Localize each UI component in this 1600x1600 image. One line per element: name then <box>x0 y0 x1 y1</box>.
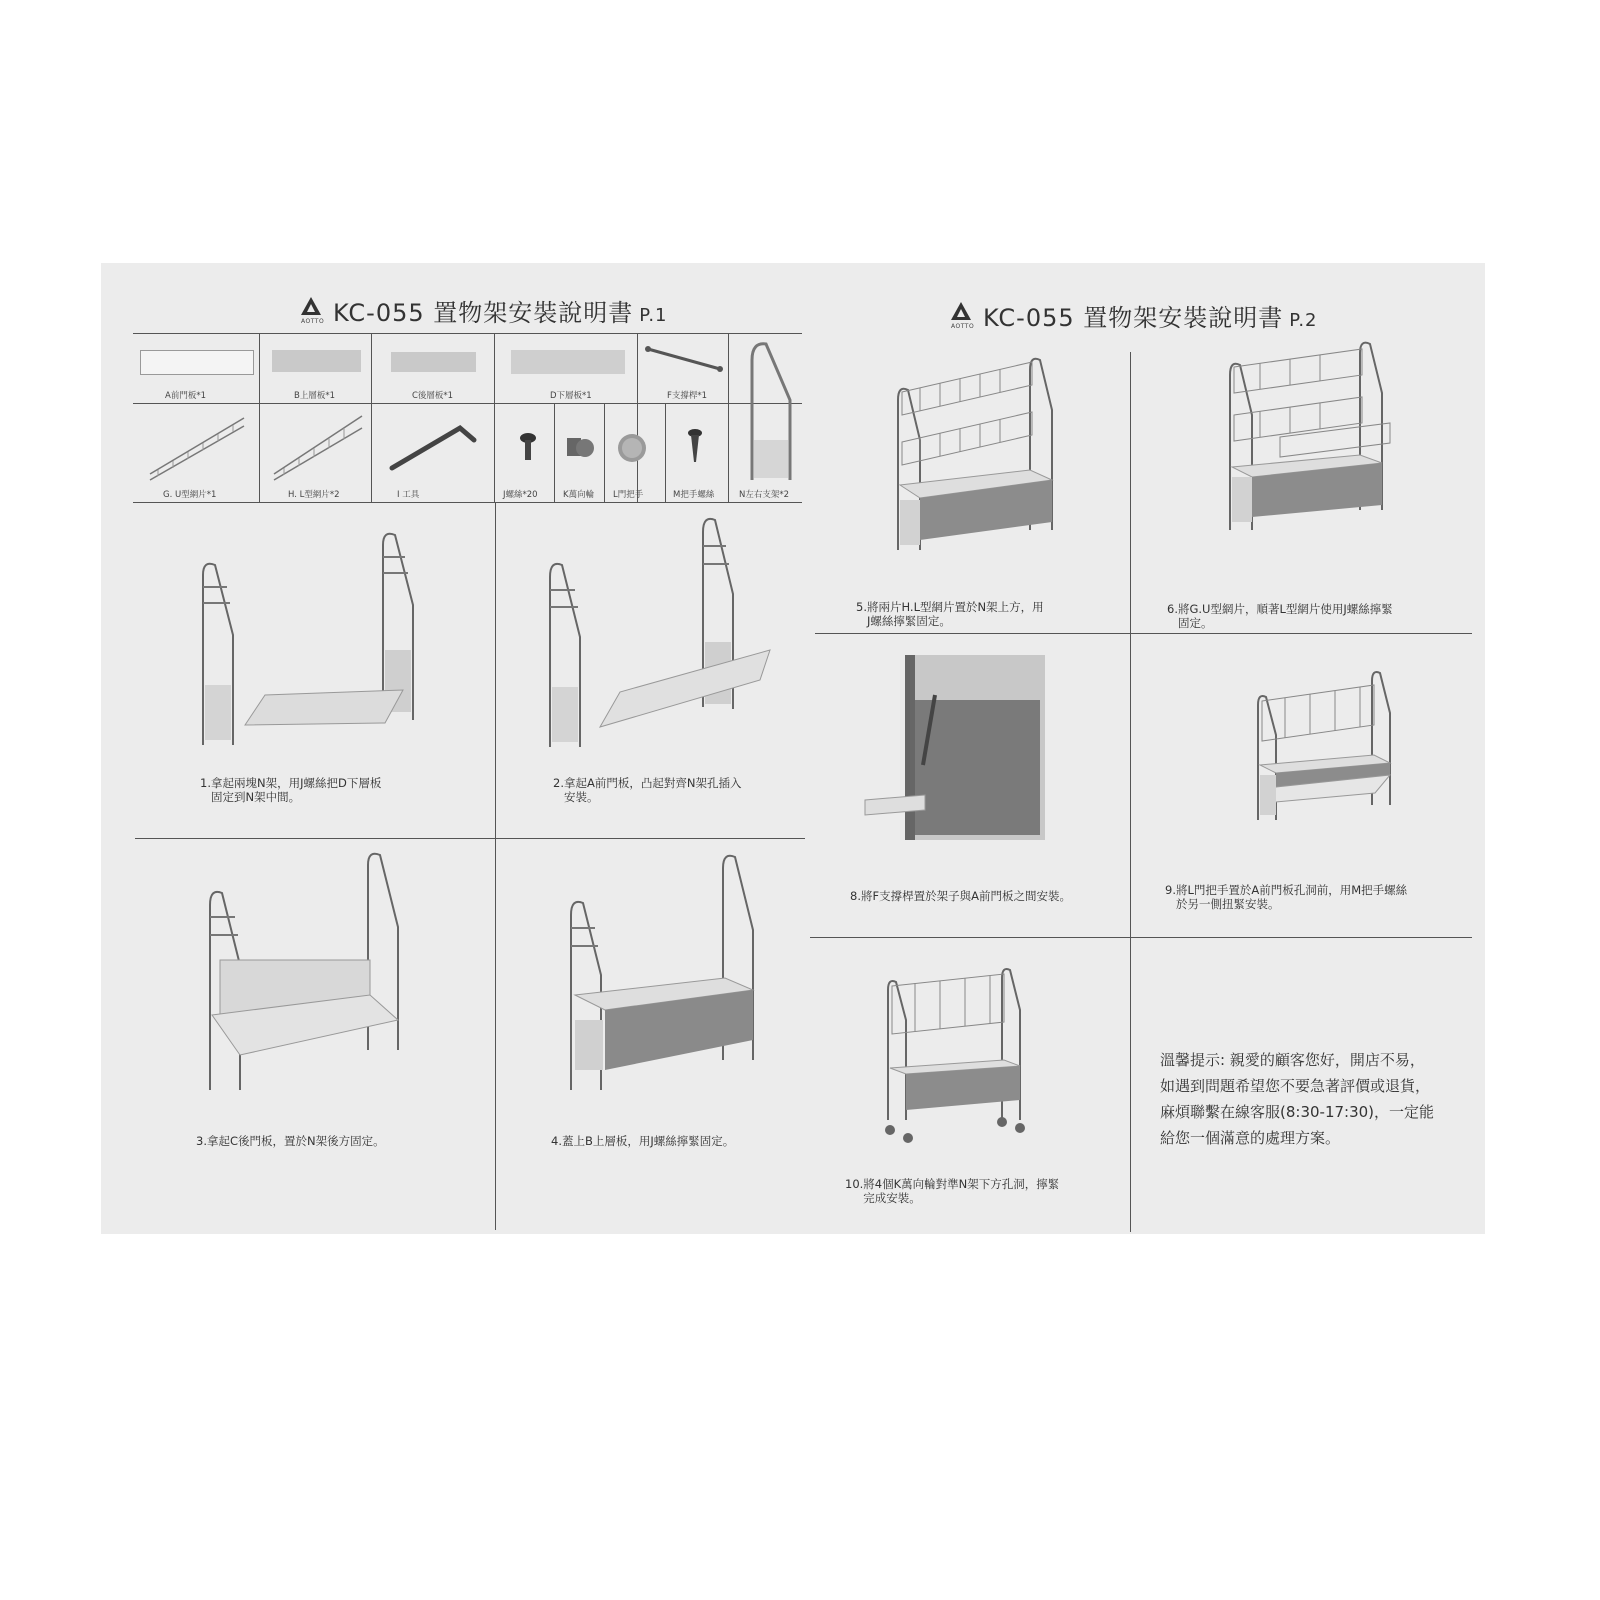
page1-number: P.1 <box>639 305 668 326</box>
step3-illustration <box>200 855 420 1095</box>
part-label: M把手螺絲 <box>673 490 715 500</box>
part-label: F支撐桿*1 <box>667 391 708 401</box>
part-h-l-mesh <box>272 412 364 482</box>
step10-illustration <box>880 960 1030 1150</box>
part-b-upper-shelf <box>272 350 361 372</box>
part-label: B上層板*1 <box>294 391 335 401</box>
step5-text: 5.將兩片H.L型網片置於N架上方，用 J螺絲擰緊固定。 <box>856 600 1044 628</box>
page2-number: P.2 <box>1289 310 1318 331</box>
part-label: K萬向輪 <box>563 490 595 500</box>
part-a-front-panel <box>140 350 254 375</box>
part-label: N左右支架*2 <box>739 490 790 500</box>
parts-table-divider <box>494 333 495 502</box>
page2-grid-divider <box>815 633 1472 634</box>
part-label: H. L型網片*2 <box>288 490 340 500</box>
parts-table-bottom-border <box>133 502 802 503</box>
brand-name: AOTTO <box>951 323 975 330</box>
step9-text: 9.將L門把手置於A前門板孔洞前，用M把手螺絲 於另一側扭緊安裝。 <box>1165 883 1408 911</box>
parts-table-divider <box>728 333 729 502</box>
page2-grid-divider <box>1130 352 1131 1232</box>
brand-name: AOTTO <box>301 318 325 325</box>
part-label: A前門板*1 <box>165 391 206 401</box>
part-d-lower-shelf <box>511 350 625 374</box>
page2-title <box>983 298 1318 333</box>
page2-title-text: KC-055 置物架安裝說明書 <box>983 304 1284 332</box>
part-k-caster-icon <box>565 432 595 462</box>
parts-table-divider <box>371 333 372 502</box>
step4-text: 4.蓋上B上層板，用J螺絲擰緊固定。 <box>551 1134 735 1148</box>
step4-illustration <box>565 860 765 1095</box>
step6-text: 6.將G.U型網片，順著L型網片使用J螺絲擰緊 固定。 <box>1167 602 1393 630</box>
step8-text: 8.將F支撐桿置於架子與A前門板之間安裝。 <box>850 889 1071 903</box>
part-n-side-frame <box>748 340 794 485</box>
customer-tip-text: 溫馨提示: 親愛的顧客您好，開店不易， 如遇到問題希望您不要急著評價或退貨， 麻煩聯繫在線客服(8:30-17:30)，一定能 給您一個滿意的處理方案。 <box>1160 1051 1435 1147</box>
parts-table-divider <box>554 403 555 502</box>
part-f-support-rod <box>644 345 724 375</box>
part-label: J螺絲*20 <box>503 490 538 500</box>
page1-grid-divider <box>135 838 805 839</box>
parts-table-divider <box>637 333 638 502</box>
parts-table-divider <box>259 333 260 502</box>
part-g-u-mesh <box>148 412 246 482</box>
page1-grid-divider <box>495 502 496 1230</box>
parts-table-mid-border <box>133 403 802 404</box>
part-j-screw-icon <box>518 432 538 464</box>
parts-table-divider <box>665 403 666 502</box>
step3-text: 3.拿起C後門板，置於N架後方固定。 <box>196 1134 385 1148</box>
part-label: D下層板*1 <box>550 391 592 401</box>
part-label: C後層板*1 <box>412 391 454 401</box>
step8-illustration <box>865 655 1055 845</box>
step5-illustration <box>890 350 1060 555</box>
part-label: L門把手 <box>613 490 644 500</box>
part-m-handle-screw-icon <box>685 428 705 464</box>
step2-text: 2.拿起A前門板，凸起對齊N架孔插入 安裝。 <box>553 776 742 804</box>
step10-text: 10.將4個K萬向輪對準N架下方孔洞，擰緊 完成安裝。 <box>845 1177 1060 1205</box>
part-c-back-shelf <box>391 352 476 372</box>
page1-title <box>333 293 668 328</box>
parts-table-divider <box>604 403 605 502</box>
part-label: I 工具 <box>397 490 420 500</box>
step9-illustration <box>1250 675 1400 825</box>
page2-grid-divider <box>810 937 1472 938</box>
part-label: G. U型網片*1 <box>163 490 217 500</box>
page1-title-text: KC-055 置物架安裝說明書 <box>333 299 634 327</box>
part-i-tool-icon <box>388 422 478 472</box>
part-l-handle-icon <box>616 432 648 464</box>
step2-illustration <box>540 512 780 752</box>
step1-text: 1.拿起兩塊N架，用J螺絲把D下層板 固定到N架中間。 <box>200 776 382 804</box>
step6-illustration <box>1220 345 1395 535</box>
parts-table-top-border <box>133 333 802 334</box>
step1-illustration <box>185 525 445 750</box>
